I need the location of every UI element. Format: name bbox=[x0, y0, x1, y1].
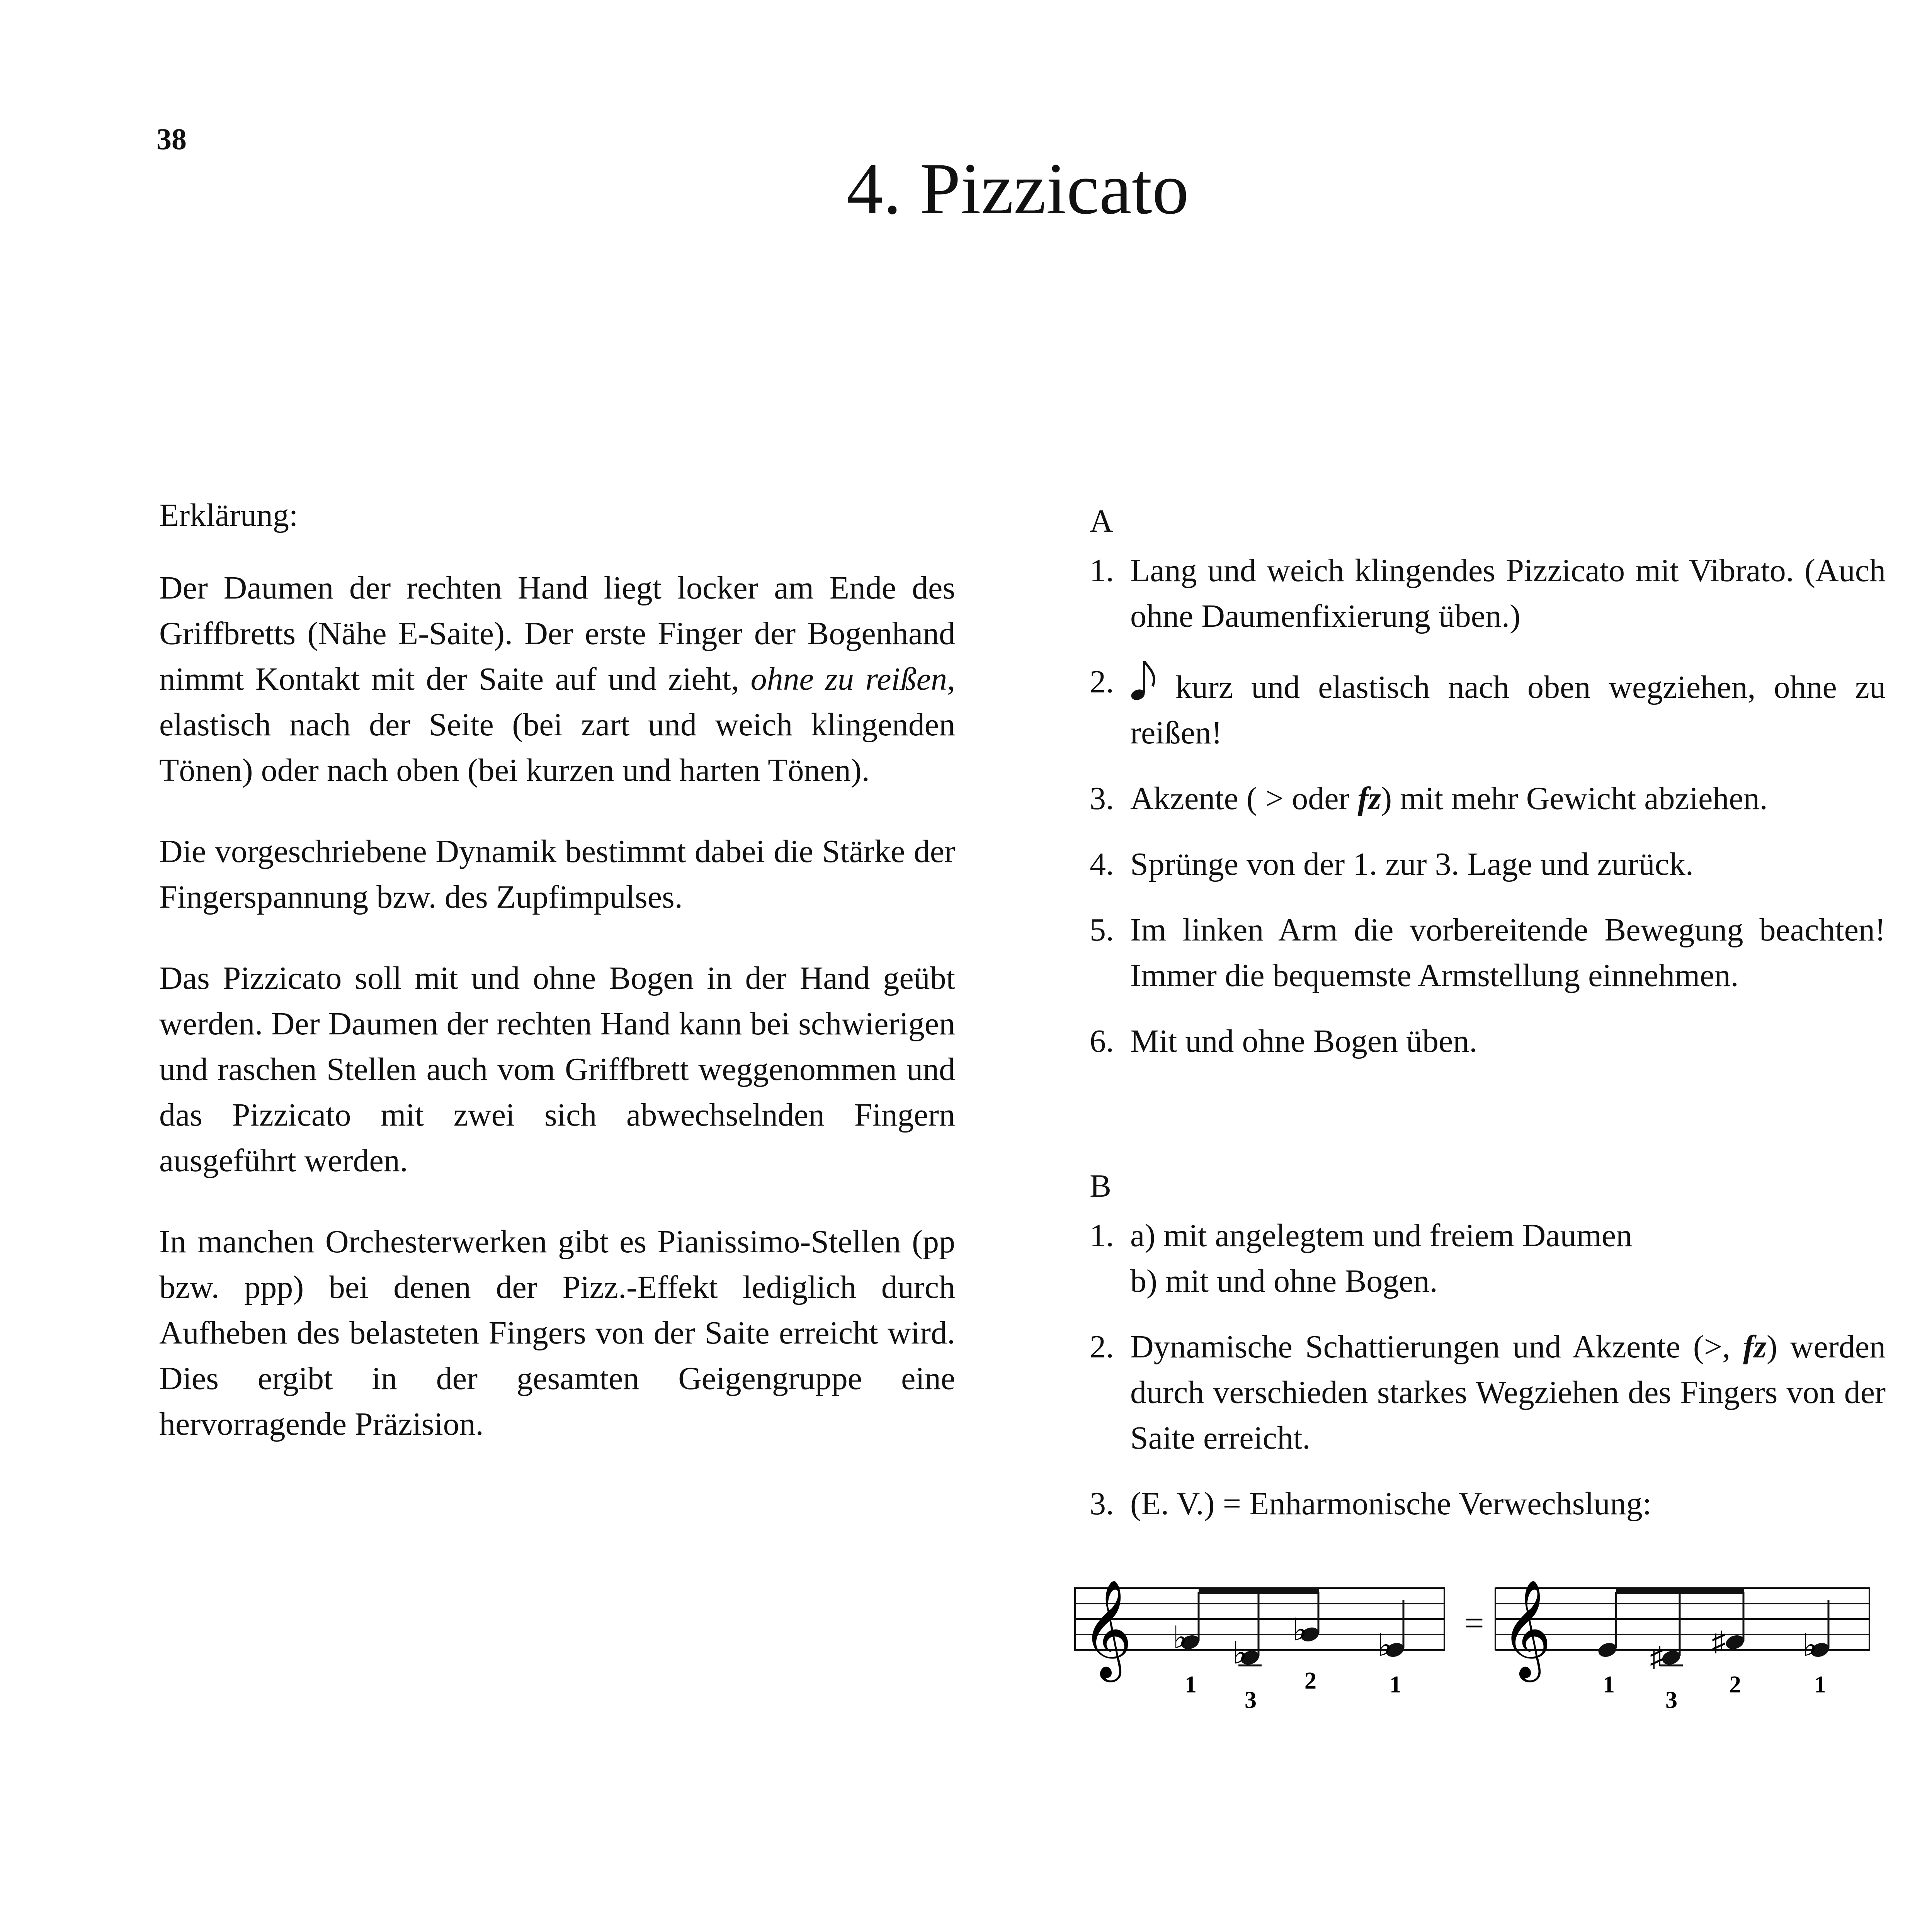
section-a-list bbox=[1090, 548, 1886, 1064]
list-item: 2. Dynamische Schattierungen und Akzente (>, fz) werden durch verschieden starkes Wegziehen des Fingers von der Saite erreicht. bbox=[1090, 1329, 1886, 1456]
list-item: 5. Im linken Arm die vorbereitende Bewegung beachten! Immer die bequemste Armstellung einnehmen. bbox=[1090, 912, 1886, 993]
emphasis-text: ohne zu reißen bbox=[750, 661, 947, 697]
explanation-heading: Erklärung: bbox=[159, 497, 298, 533]
flat-icon: ♭ bbox=[1803, 1629, 1817, 1663]
list-item: 6. Mit und ohne Bogen üben. bbox=[1090, 1023, 1478, 1059]
fingering-number: 3 bbox=[1665, 1687, 1677, 1713]
fingering-number: 1 bbox=[1603, 1672, 1615, 1698]
fingering-number: 1 bbox=[1185, 1672, 1197, 1698]
list-item: 2. kurz und elastisch nach oben wegziehen, ohne zu reißen! bbox=[1090, 659, 1886, 756]
eighth-note-icon bbox=[1130, 659, 1157, 702]
explanation-paragraph-2: Die vorgeschriebene Dynamik bestimmt dabei die Stärke der Fingerspannung bzw. des Zupfimpulses. bbox=[159, 833, 955, 915]
flat-icon: ♭ bbox=[1173, 1621, 1187, 1655]
flat-icon: ♭ bbox=[1233, 1636, 1247, 1670]
list-item: 4. Sprünge von der 1. zur 3. Lage und zurück. bbox=[1090, 846, 1694, 882]
treble-clef-icon: 𝄞 bbox=[1501, 1579, 1552, 1678]
explanation-paragraph-1: Der Daumen der rechten Hand liegt locker am Ende des Griffbretts (Nähe E-Saite). Der erste Finger der Bogenhand nimmt Kontakt mit der Saite auf und zieht, ohne zu reißen, elastisch nach der Seite (bei zart und weich klingenden Tönen) oder nach oben (bei kurzen und harten Tönen). bbox=[159, 570, 955, 788]
equals-sign: = bbox=[1464, 1604, 1484, 1642]
list-item: 1. a) mit angelegtem und freiem Daumen b) mit und ohne Bogen. bbox=[1090, 1218, 1633, 1299]
fingering-number: 3 bbox=[1245, 1687, 1257, 1713]
explanation-column bbox=[159, 493, 955, 1483]
flat-icon: ♭ bbox=[1293, 1613, 1307, 1647]
fingering-number: 2 bbox=[1304, 1668, 1316, 1694]
list-item: 1. Lang und weich klingendes Pizzicato mit Vibrato. (Auch ohne Daumenfixierung üben.) bbox=[1090, 553, 1886, 634]
section-b-list bbox=[1090, 1213, 1886, 1527]
instructions-column bbox=[1090, 498, 1886, 1547]
fingering-number: 1 bbox=[1389, 1672, 1401, 1698]
list-item: 3. Akzente ( > oder fz) mit mehr Gewicht abziehen. bbox=[1090, 781, 1768, 816]
section-b-heading: B bbox=[1090, 1168, 1112, 1204]
list-item: 3. (E. V.) = Enharmonische Verwechslung: bbox=[1090, 1486, 1652, 1522]
enharmonic-example bbox=[1074, 1565, 1893, 1727]
fingering-number: 2 bbox=[1729, 1672, 1741, 1698]
fingering-number: 1 bbox=[1814, 1672, 1826, 1698]
explanation-paragraph-4: In manchen Orchesterwerken gibt es Pianissimo-Stellen (pp bzw. ppp) bei denen der Pizz.-Effekt lediglich durch Aufheben des belasteten Fingers von der Saite erreicht wird. Dies ergibt in der gesamten Geigengruppe eine hervorragende Präzision. bbox=[159, 1224, 955, 1442]
section-a-heading: A bbox=[1090, 503, 1113, 539]
treble-clef-icon: 𝄞 bbox=[1082, 1579, 1133, 1678]
sharp-icon: ♯ bbox=[1712, 1626, 1726, 1657]
page-title: 4. Pizzicato bbox=[846, 148, 1189, 230]
explanation-paragraph-3: Das Pizzicato soll mit und ohne Bogen in der Hand geübt werden. Der Daumen der rechten Hand kann bei schwierigen und raschen Stellen auch vom Griffbrett weggenommen und das Pizzicato mit zwei sich abwechselnden Fingern ausgeführt werden. bbox=[159, 960, 955, 1179]
sharp-icon: ♯ bbox=[1650, 1641, 1664, 1672]
page-number: 38 bbox=[156, 122, 187, 156]
flat-icon: ♭ bbox=[1378, 1629, 1392, 1663]
